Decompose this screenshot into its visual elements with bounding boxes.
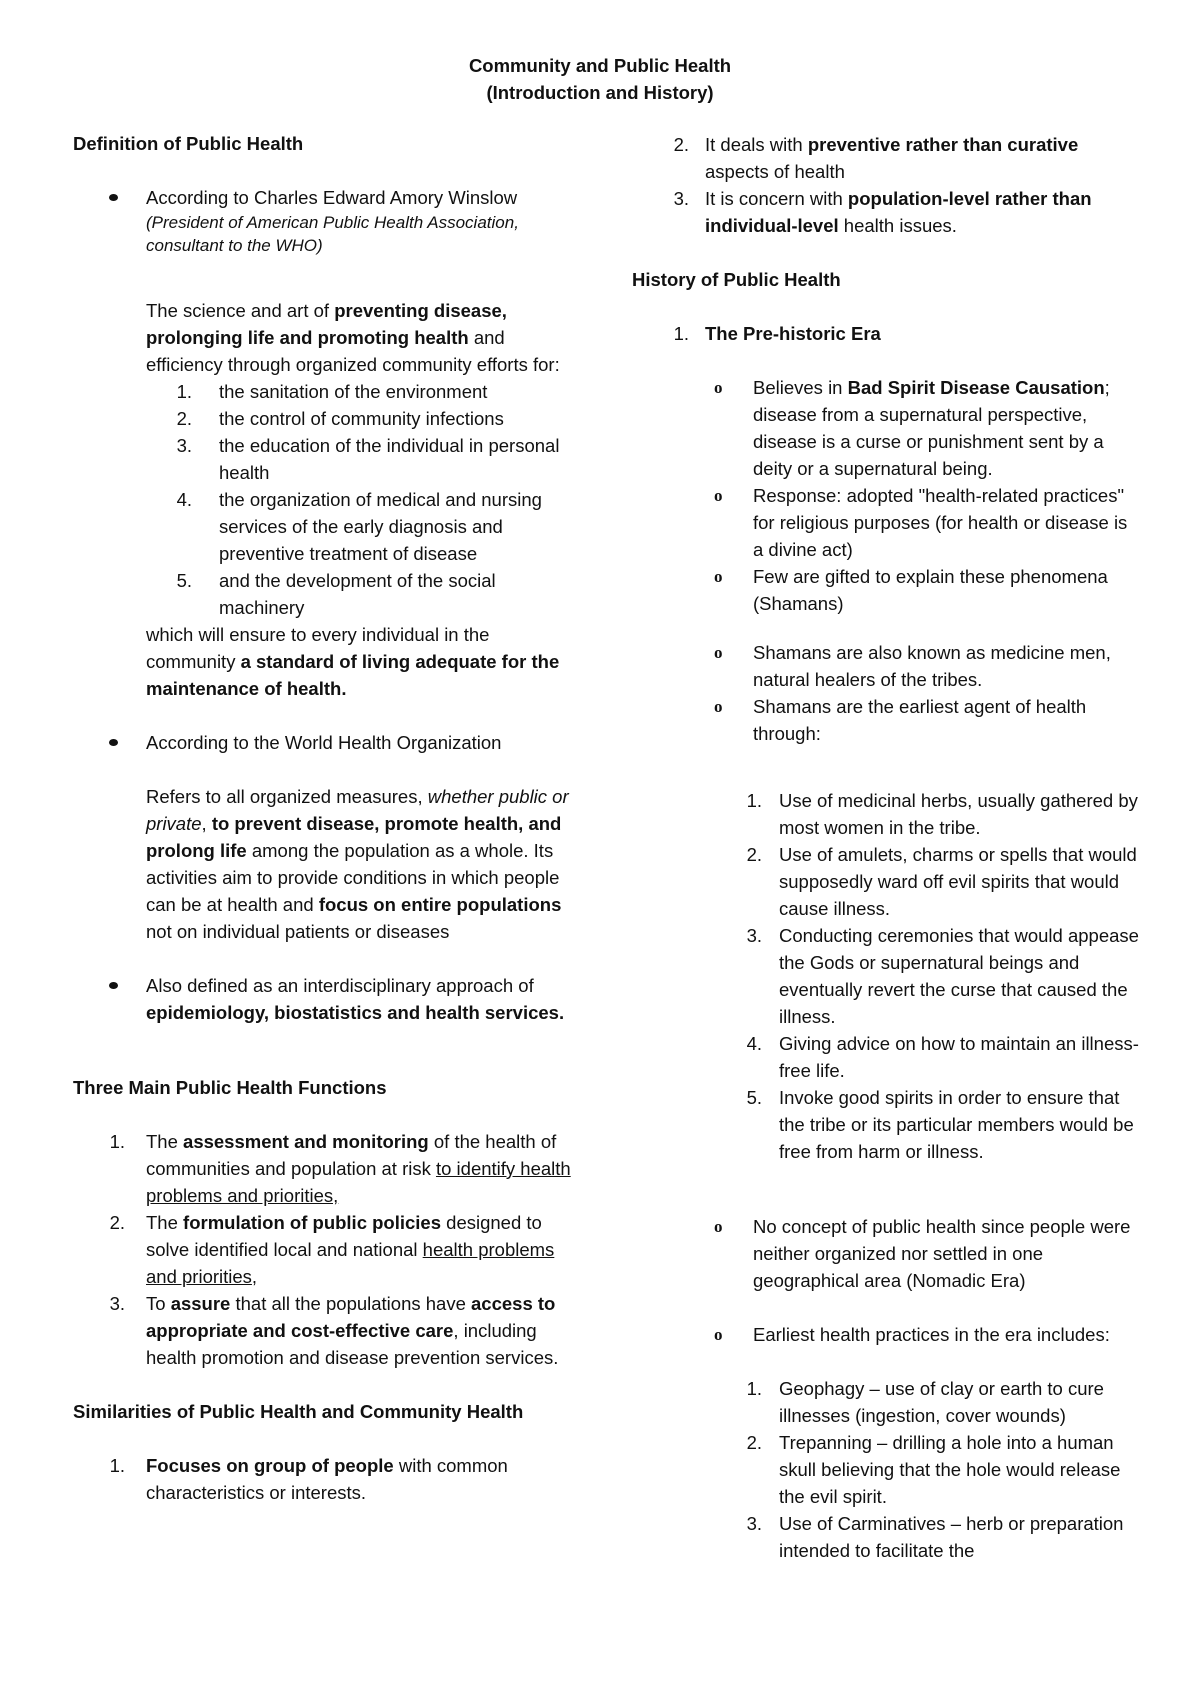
practice-list (632, 1375, 1142, 1564)
title-line-1: Community and Public Health (468, 55, 732, 76)
list-item: 3. Conducting ceremonies that would appease the Gods or supernatural beings and eventually revert the curse that caused the illness. (746, 925, 1139, 1027)
bullet-interdisciplinary (73, 972, 583, 1026)
who-definition: Refers to all organized measures, whether public or private, to prevent disease, promote health, and prolong life among the population as a whole. Its activities aim to provide conditions in which people can be at health and focus on entire populations not on individual patients or diseases (146, 786, 569, 942)
list-item: 3. the education of the individual in personal health (176, 435, 560, 483)
similarity-item-1: 1. Focuses on group of people with common characteristics or interests. (109, 1455, 508, 1503)
similarity-item-3: 3. It is concern with population-level rather than individual-level health issues. (673, 188, 1092, 236)
right-column (632, 131, 1142, 1564)
bullet-icon: o (714, 567, 723, 586)
o-item-5: o Shamans are the earliest agent of health through: (632, 693, 1142, 747)
bullet-icon: o (714, 486, 723, 505)
interdisciplinary-text: Also defined as an interdisciplinary approach of epidemiology, biostatistics and health services. (146, 975, 565, 1023)
bullet-who (73, 729, 583, 945)
function-item-1: 1. The assessment and monitoring of the health of communities and population at risk to identify health problems and priorities, (109, 1131, 571, 1206)
list-item: 5. Invoke good spirits in order to ensure that the tribe or its particular members would be free from harm or illness. (746, 1087, 1134, 1162)
who-intro: According to the World Health Organization (146, 732, 502, 753)
list-item: 2. the control of community infections (176, 408, 504, 429)
list-item: 4. Giving advice on how to maintain an illness-free life. (746, 1033, 1139, 1081)
section-heading-definition: Definition of Public Health (73, 133, 304, 154)
section-heading-functions: Three Main Public Health Functions (73, 1077, 387, 1098)
bullet-winslow (73, 184, 583, 702)
left-column (73, 130, 583, 1506)
o-item-4: o Shamans are also known as medicine men, natural healers of the tribes. (632, 639, 1142, 693)
section-heading-history: History of Public Health (632, 269, 841, 290)
list-item: 4. the organization of medical and nursing services of the early diagnosis and preventive treatment of disease (176, 489, 542, 564)
list-item: 1. Use of medicinal herbs, usually gathered by most women in the tribe. (746, 790, 1138, 838)
bullet-icon: o (714, 378, 723, 397)
o-item-6: o No concept of public health since people were neither organized nor settled in one geographical area (Nomadic Era) (632, 1213, 1142, 1294)
list-item: 2. Use of amulets, charms or spells that would supposedly ward off evil spirits that would cause illness. (746, 844, 1137, 919)
shaman-list (632, 787, 1142, 1165)
list-item: 1. Geophagy – use of clay or earth to cure illnesses (ingestion, cover wounds) (746, 1378, 1104, 1426)
bullet-icon (109, 739, 118, 746)
list-item: 3. Use of Carminatives – herb or preparation intended to facilitate the (746, 1513, 1124, 1561)
winslow-definition: The science and art of preventing disease, prolonging life and promoting health and efficiency through organized community efforts for: (146, 300, 560, 375)
function-item-2: 2. The formulation of public policies designed to solve identified local and national health problems and priorities, (109, 1212, 555, 1287)
winslow-ending: which will ensure to every individual in the community a standard of living adequate for the maintenance of health. (146, 624, 560, 699)
bullet-icon: o (714, 643, 723, 662)
list-item: 5. and the development of the social machinery (176, 570, 496, 618)
o-item-2: o Response: adopted "health-related practices" for religious purposes (for health or disease is a divine act) (632, 482, 1142, 563)
title-line-2: (Introduction and History) (486, 82, 714, 103)
winslow-role: (President of American Public Health Association, consultant to the WHO) (146, 213, 519, 255)
function-item-3: 3. To assure that all the populations have access to appropriate and cost-effective care, including health promotion and disease prevention services. (109, 1293, 559, 1368)
o-item-1: o Believes in Bad Spirit Disease Causation; disease from a supernatural perspective, disease is a curse or punishment sent by a deity or a supernatural being. (632, 374, 1142, 482)
bullet-icon (109, 982, 118, 989)
era-heading: 1. The Pre-historic Era (673, 323, 881, 344)
similarity-item-2: 2. It deals with preventive rather than curative aspects of health (673, 134, 1079, 182)
o-item-7: o Earliest health practices in the era includes: (632, 1321, 1142, 1348)
o-item-3: o Few are gifted to explain these phenomena (Shamans) (632, 563, 1142, 617)
bullet-icon (109, 194, 118, 201)
bullet-icon: o (714, 1325, 723, 1344)
bullet-icon: o (714, 1217, 723, 1236)
list-item: 1. the sanitation of the environment (176, 381, 488, 402)
document-title (0, 52, 1200, 106)
winslow-intro: According to Charles Edward Amory Winslow (146, 187, 518, 208)
section-heading-similarities: Similarities of Public Health and Community Health (73, 1401, 524, 1422)
list-item: 2. Trepanning – drilling a hole into a human skull believing that the hole would release the evil spirit. (746, 1432, 1121, 1507)
winslow-list (146, 378, 583, 621)
bullet-icon: o (714, 697, 723, 716)
